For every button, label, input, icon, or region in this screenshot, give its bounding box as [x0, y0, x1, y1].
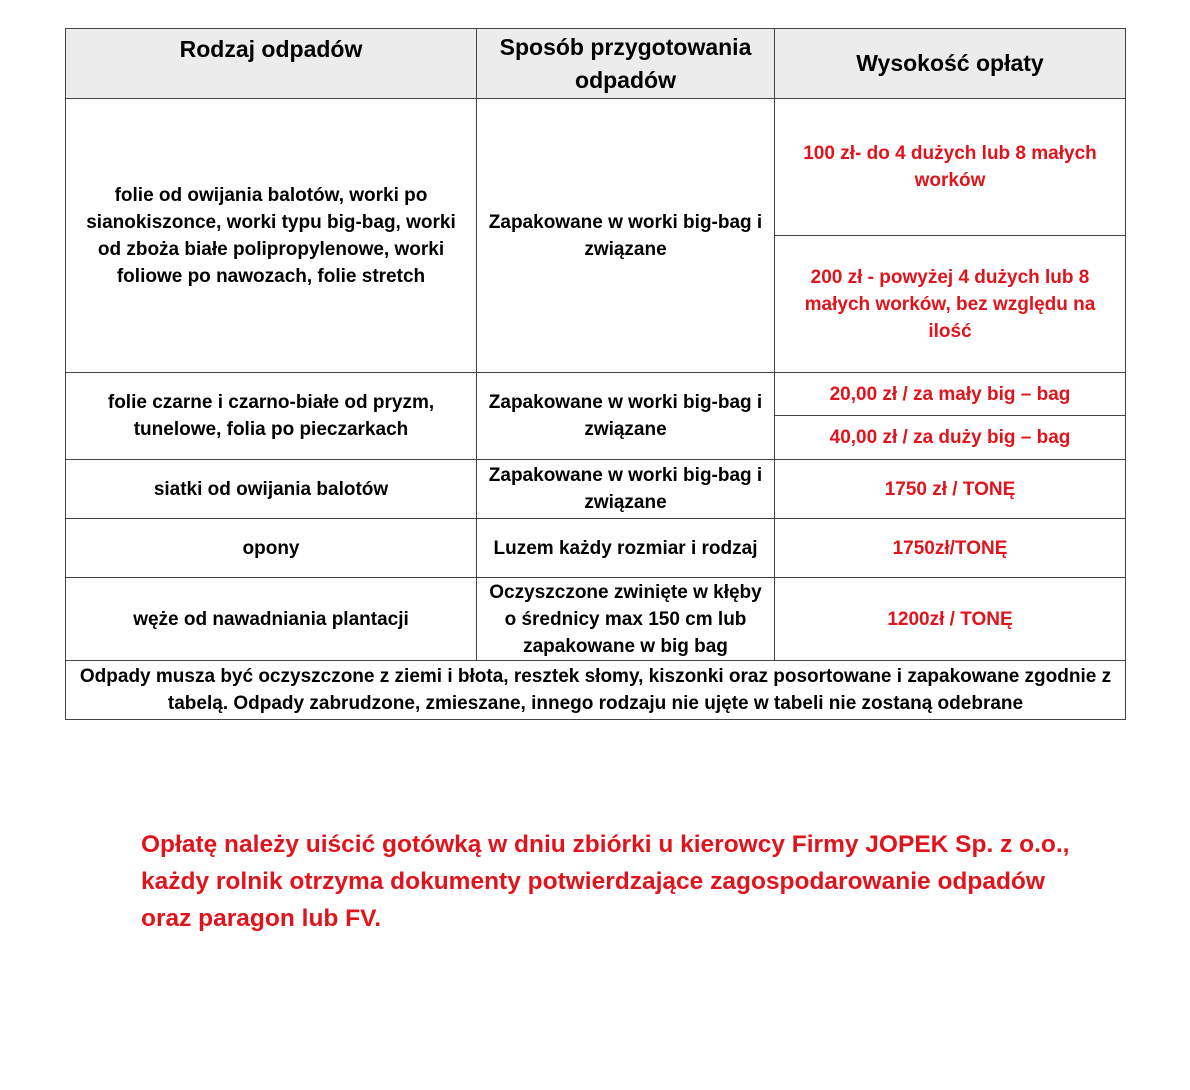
header-fee: Wysokość opłaty	[775, 29, 1126, 99]
preparation-cell: Luzem każdy rozmiar i rodzaj	[477, 519, 775, 578]
fee-cell: 100 zł- do 4 dużych lub 8 małych worków	[775, 99, 1126, 236]
header-waste-type: Rodzaj odpadów	[66, 29, 477, 99]
waste-type-cell: węże od nawadniania plantacji	[66, 578, 477, 661]
table-row	[66, 99, 1126, 236]
note-row	[66, 661, 1126, 720]
payment-note	[141, 826, 1101, 937]
header-preparation: Sposób przygotowania odpadów	[477, 29, 775, 99]
table-row	[66, 578, 1126, 661]
fee-cell: 20,00 zł / za mały big – bag	[775, 373, 1126, 416]
table-row	[66, 373, 1126, 416]
preparation-cell: Zapakowane w worki big-bag i związane	[477, 99, 775, 373]
preparation-cell: Zapakowane w worki big-bag i związane	[477, 460, 775, 519]
fee-cell: 1750zł/TONĘ	[775, 519, 1126, 578]
waste-type-cell: siatki od owijania balotów	[66, 460, 477, 519]
payment-note-line: oraz paragon lub FV.	[141, 905, 382, 932]
preparation-cell: Zapakowane w worki big-bag i związane	[477, 373, 775, 460]
waste-type-cell: folie czarne i czarno-białe od pryzm, tunelowe, folia po pieczarkach	[66, 373, 477, 460]
fee-cell: 40,00 zł / za duży big – bag	[775, 416, 1126, 460]
fee-cell: 1750 zł / TONĘ	[775, 460, 1126, 519]
table-note: Odpady musza być oczyszczone z ziemi i błota, resztek słomy, kiszonki oraz posortowane i zapakowane zgodnie z tabelą. Odpady zabrudzone, zmieszane, innego rodzaju nie ujęte w tabeli nie zostaną odebrane	[66, 661, 1126, 720]
preparation-cell: Oczyszczone zwinięte w kłęby o średnicy max 150 cm lub zapakowane w big bag	[477, 578, 775, 661]
fees-table	[65, 28, 1126, 720]
fee-cell: 1200zł / TONĘ	[775, 578, 1126, 661]
waste-type-cell: opony	[66, 519, 477, 578]
fee-cell: 200 zł - powyżej 4 dużych lub 8 małych worków, bez względu na ilość	[775, 236, 1126, 373]
table-row	[66, 460, 1126, 519]
waste-type-cell: folie od owijania balotów, worki po sianokiszonce, worki typu big-bag, worki od zboża białe polipropylenowe, worki foliowe po nawozach, folie stretch	[66, 99, 477, 373]
payment-note-line: Opłatę należy uiścić gotówką w dniu zbiórki u kierowcy Firmy JOPEK Sp. z o.o.,	[141, 831, 1070, 858]
payment-note-line: każdy rolnik otrzyma dokumenty potwierdzające zagospodarowanie odpadów	[141, 868, 1045, 895]
table-row	[66, 519, 1126, 578]
header-row	[66, 29, 1126, 99]
